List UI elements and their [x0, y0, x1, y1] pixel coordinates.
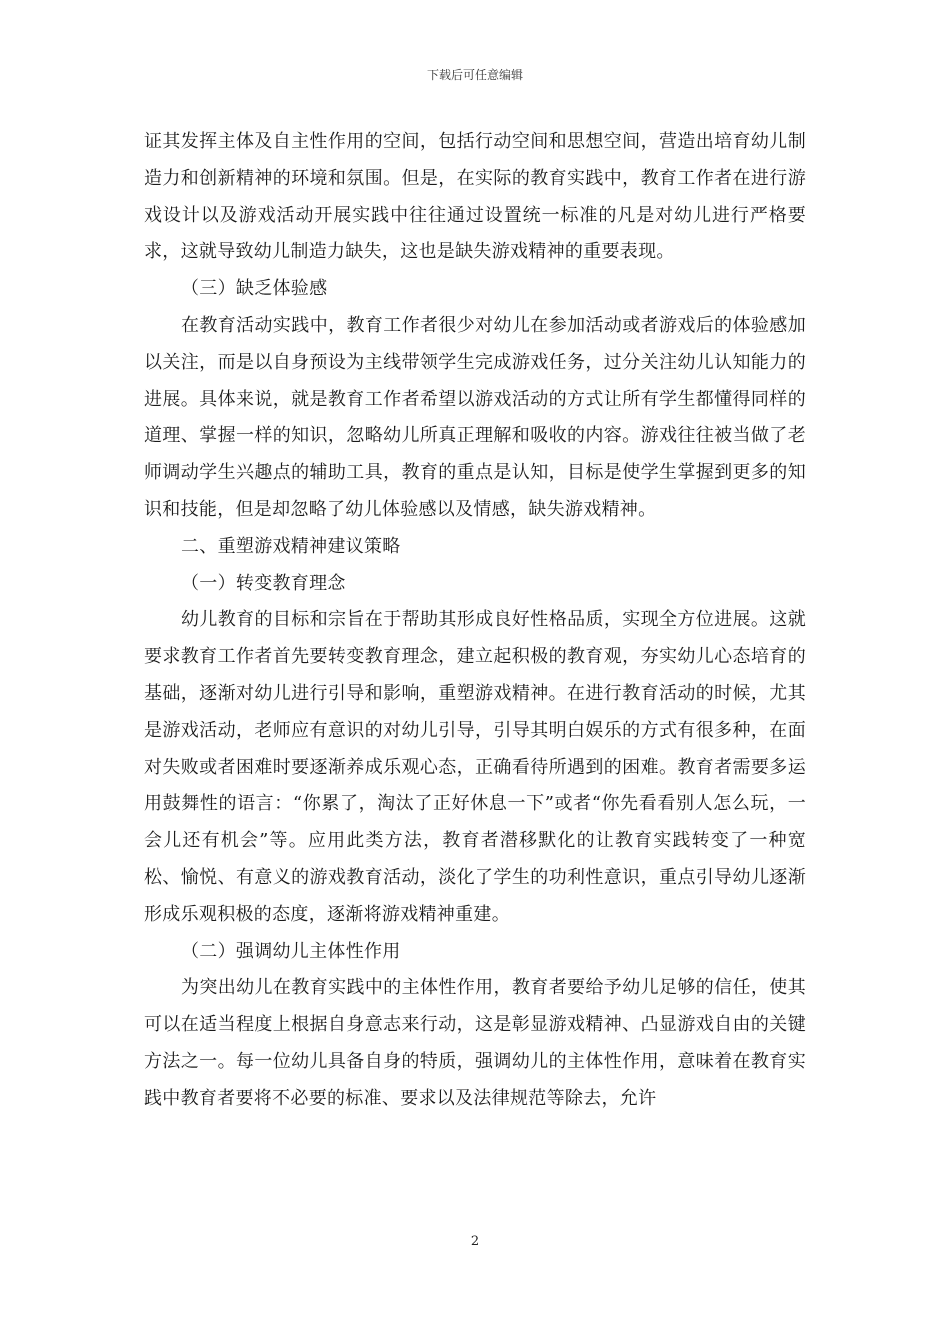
section-heading-subjectivity: （二）强调幼儿主体性作用	[181, 940, 401, 962]
document-body	[144, 124, 806, 1118]
section-heading-change-concept: （一）转变教育理念	[181, 572, 346, 594]
paragraph-continuation: 证其发挥主体及自主性作用的空间，包括行动空间和思想空间，营造出培育幼儿制造力和创新精神的环境和氛围。但是，在实际的教育实践中，教育工作者在进行游戏设计以及游戏活动开展实践中往往通过设置统一标准的凡是对幼儿进行严格要求，这就导致幼儿制造力缺失，这也是缺失游戏精神的重要表现。	[144, 131, 806, 263]
section-heading-lack-of-experience: （三）缺乏体验感	[181, 278, 328, 300]
page-number: 2	[470, 1234, 480, 1249]
section-heading-strategies: 二、重塑游戏精神建议策略	[181, 535, 401, 557]
page-header: 下载后可任意编辑	[426, 68, 523, 82]
paragraph-subjectivity: 为突出幼儿在教育实践中的主体性作用，教育者要给予幼儿足够的信任，使其可以在适当程度上根据自身意志来行动，这是彰显游戏精神、凸显游戏自由的关键方法之一。每一位幼儿具备自身的特质，强调幼儿的主体性作用，意味着在教育实践中教育者要将不必要的标准、要求以及法律规范等除去，允许	[144, 977, 806, 1109]
paragraph-experience: 在教育活动实践中，教育工作者很少对幼儿在参加活动或者游戏后的体验感加以关注，而是以自身预设为主线带领学生完成游戏任务，过分关注幼儿认知能力的进展。具体来说，就是教育工作者希望以游戏活动的方式让所有学生都懂得同样的道理、掌握一样的知识，忽略幼儿所真正理解和吸收的内容。游戏往往被当做了老师调动学生兴趣点的辅助工具，教育的重点是认知，目标是使学生掌握到更多的知识和技能，但是却忽略了幼儿体验感以及情感，缺失游戏精神。	[144, 314, 806, 520]
paragraph-change-concept: 幼儿教育的目标和宗旨在于帮助其形成良好性格品质，实现全方位进展。这就要求教育工作者首先要转变教育理念，建立起积极的教育观，夯实幼儿心态培育的基础，逐渐对幼儿进行引导和影响，重塑游戏精神。在进行教育活动的时候，尤其是游戏活动，老师应有意识的对幼儿引导，引导其明白娱乐的方式有很多种，在面对失败或者困难时要逐渐养成乐观心态，正确看待所遇到的困难。教育者需要多运用鼓舞性的语言：“你累了，淘汰了正好休息一下”或者“你先看看别人怎么玩，一会儿还有机会”等。应用此类方法，教育者潜移默化的让教育实践转变了一种宽松、愉悦、有意义的游戏教育活动，淡化了学生的功利性意识，重点引导幼儿逐渐形成乐观积极的态度，逐渐将游戏精神重建。	[144, 609, 806, 925]
